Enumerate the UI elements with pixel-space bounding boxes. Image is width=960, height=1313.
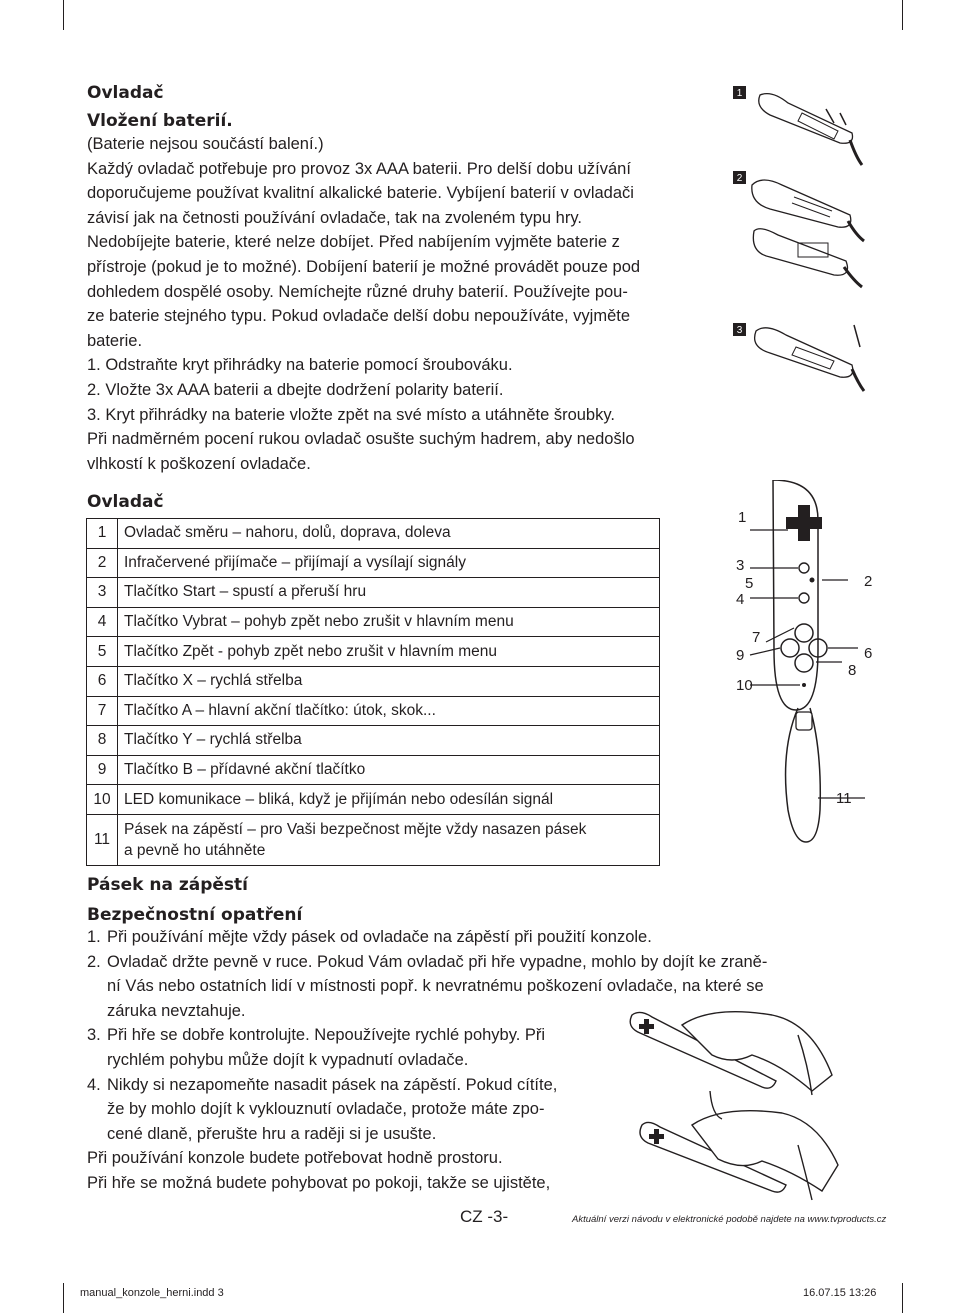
text-line: rychlém pohybu může dojít k vypadnutí ovladače. <box>107 1050 469 1069</box>
row-description: Infračervené přijímače – přijímají a vysílají signály <box>118 548 660 578</box>
row-number: 10 <box>87 785 118 815</box>
row-description: Ovladač směru – nahoru, dolů, doprava, doleva <box>118 519 660 549</box>
row-number: 7 <box>87 696 118 726</box>
text-line: 3. Kryt přihrádky na baterie vložte zpět na své místo a utáhněte šroubky. <box>87 405 615 424</box>
text-line: Nedobíjejte baterie, které nelze dobíjet. Před nabíjením vyjměte baterie z <box>87 233 620 252</box>
crop-mark <box>63 0 64 30</box>
table-row <box>87 637 660 667</box>
text-line: Při používání mějte vždy pásek od ovladače na zápěstí při použití konzole. <box>107 928 652 946</box>
step-number: 1 <box>736 88 743 99</box>
safety-heading: Bezpečnostní opatření <box>87 905 303 925</box>
controller-heading: Ovladač <box>87 492 164 512</box>
battery-steps-illustration <box>730 85 870 395</box>
text-line: Při hře se možná budete pohybovat po pokoji, takže se ujistěte, <box>87 1173 551 1192</box>
row-number: 8 <box>87 726 118 756</box>
text-line: přístroje (pokud je to možné). Dobíjení baterií je možné provádět pouze pod <box>87 257 641 276</box>
table-row <box>87 548 660 578</box>
battery-heading: Vložení baterií. <box>87 111 233 131</box>
hand-holding-controller-illustration <box>622 995 852 1205</box>
row-description <box>118 814 660 865</box>
table-row <box>87 607 660 637</box>
row-number: 9 <box>87 755 118 785</box>
table-row <box>87 696 660 726</box>
table-row <box>87 578 660 608</box>
list-item <box>87 925 867 950</box>
battery-section <box>87 83 737 476</box>
text-line: doporučujeme používat kvalitní alkalické baterie. Vybíjení baterií v ovladači <box>87 184 634 203</box>
text-line: Každý ovladač potřebuje pro provoz 3x AAA baterii. Pro delší dobu užívání <box>87 159 631 178</box>
text-line: ze baterie stejného typu. Pokud ovladače delší dobu nepoužíváte, vyjměte <box>87 307 631 326</box>
text-line: Při používání konzole budete potřebovat hodně prostoru. <box>87 1149 503 1168</box>
crop-mark <box>63 1283 64 1313</box>
row-description: Tlačítko Y – rychlá střelba <box>118 726 660 756</box>
battery-text <box>87 132 737 476</box>
table-row <box>87 814 660 865</box>
row-description: Tlačítko Zpět - pohyb zpět nebo zrušit v hlavním menu <box>118 637 660 667</box>
diagram-label: 7 <box>752 629 761 646</box>
text-line: Při hře se dobře kontrolujte. Nepoužívejte rychlé pohyby. Při <box>107 1026 546 1045</box>
list-number: 2. <box>87 952 101 971</box>
text-line: baterie. <box>87 331 143 350</box>
text-line: cené dlaně, přerušte hru a raději si je usušte. <box>107 1124 437 1143</box>
slug-date: 16.07.15 13:26 <box>803 1287 877 1299</box>
text-line: ní Vás nebo ostatních lidí v místnosti popř. k nevratnému poškození ovladače, na které se <box>107 977 764 996</box>
page-title: Ovladač <box>87 83 164 103</box>
table-row <box>87 519 660 549</box>
list-number: 1. <box>87 928 101 946</box>
text-line: závisí jak na četnosti používání ovladače, tak na zvoleném typu hry. <box>87 208 582 227</box>
step-3-figure <box>733 323 864 391</box>
diagram-label: 2 <box>864 573 873 590</box>
text-line: vlhkostí k poškození ovladače. <box>87 454 311 473</box>
row-description: Tlačítko B – přídavné akční tlačítko <box>118 755 660 785</box>
text-line: že by mohlo dojít k vyklouznutí ovladače, protože máte zpo- <box>107 1100 545 1119</box>
footer-note: Aktuální verzi návodu v elektronické podobě najdete na www.tvproducts.cz <box>572 1214 887 1225</box>
strap-heading: Pásek na zápěstí <box>87 875 248 895</box>
row-number: 3 <box>87 578 118 608</box>
table-row <box>87 755 660 785</box>
list-number: 4. <box>87 1075 101 1094</box>
text-line: dohledem dospělé osoby. Nemíchejte různé druhy baterií. Používejte pou- <box>87 282 628 301</box>
diagram-label: 11 <box>836 790 852 807</box>
diagram-label: 8 <box>848 662 857 679</box>
row-number: 1 <box>87 519 118 549</box>
step-number: 3 <box>736 325 743 336</box>
text-line: Nikdy si nezapomeňte nasadit pásek na zápěstí. Pokud cítíte, <box>107 1075 558 1094</box>
text-line: (Baterie nejsou součástí balení.) <box>87 135 324 153</box>
text-line: 1. Odstraňte kryt přihrádky na baterie pomocí šroubováku. <box>87 356 513 375</box>
text-line: Při nadměrném pocení rukou ovladač osušte suchým hadrem, aby nedošlo <box>87 430 635 449</box>
row-description-line: Pásek na zápěstí – pro Vaši bezpečnost mějte vždy nasazen pásek <box>124 820 587 838</box>
row-description: Tlačítko X – rychlá střelba <box>118 666 660 696</box>
diagram-label: 9 <box>736 647 745 664</box>
row-number: 4 <box>87 607 118 637</box>
diagram-label: 3 <box>736 557 745 574</box>
diagram-label: 6 <box>864 645 873 662</box>
row-number: 11 <box>87 814 118 865</box>
parts-table <box>86 518 660 866</box>
page-number: CZ -3- <box>460 1207 509 1226</box>
row-description: Tlačítko A – hlavní akční tlačítko: útok, skok... <box>118 696 660 726</box>
controller-diagram <box>730 480 880 860</box>
row-number: 6 <box>87 666 118 696</box>
diagram-label: 10 <box>736 677 753 694</box>
diagram-label: 4 <box>736 591 745 608</box>
text-line: Ovladač držte pevně v ruce. Pokud Vám ovladač při hře vypadne, mohlo by dojít ke zraně- <box>107 952 768 971</box>
table-row <box>87 726 660 756</box>
row-description: Tlačítko Start – spustí a přeruší hru <box>118 578 660 608</box>
table-row <box>87 666 660 696</box>
diagram-label: 1 <box>738 509 747 526</box>
step-2-figure <box>733 171 864 287</box>
row-number: 2 <box>87 548 118 578</box>
step-1-figure <box>733 86 862 165</box>
text-line: záruka nevztahuje. <box>107 1001 246 1020</box>
row-number: 5 <box>87 637 118 667</box>
crop-mark <box>902 1283 903 1313</box>
crop-mark <box>902 0 903 30</box>
row-description-line: a pevně ho utáhněte <box>124 841 266 859</box>
step-number: 2 <box>736 173 743 184</box>
list-number: 3. <box>87 1026 101 1045</box>
slug-filename: manual_konzole_herni.indd 3 <box>80 1287 224 1299</box>
text-line: 2. Vložte 3x AAA baterii a dbejte dodržení polarity baterií. <box>87 380 504 399</box>
row-description: Tlačítko Vybrat – pohyb zpět nebo zrušit v hlavním menu <box>118 607 660 637</box>
diagram-label: 5 <box>745 575 754 592</box>
table-row <box>87 785 660 815</box>
row-description: LED komunikace – bliká, když je přijímán nebo odesílán signál <box>118 785 660 815</box>
